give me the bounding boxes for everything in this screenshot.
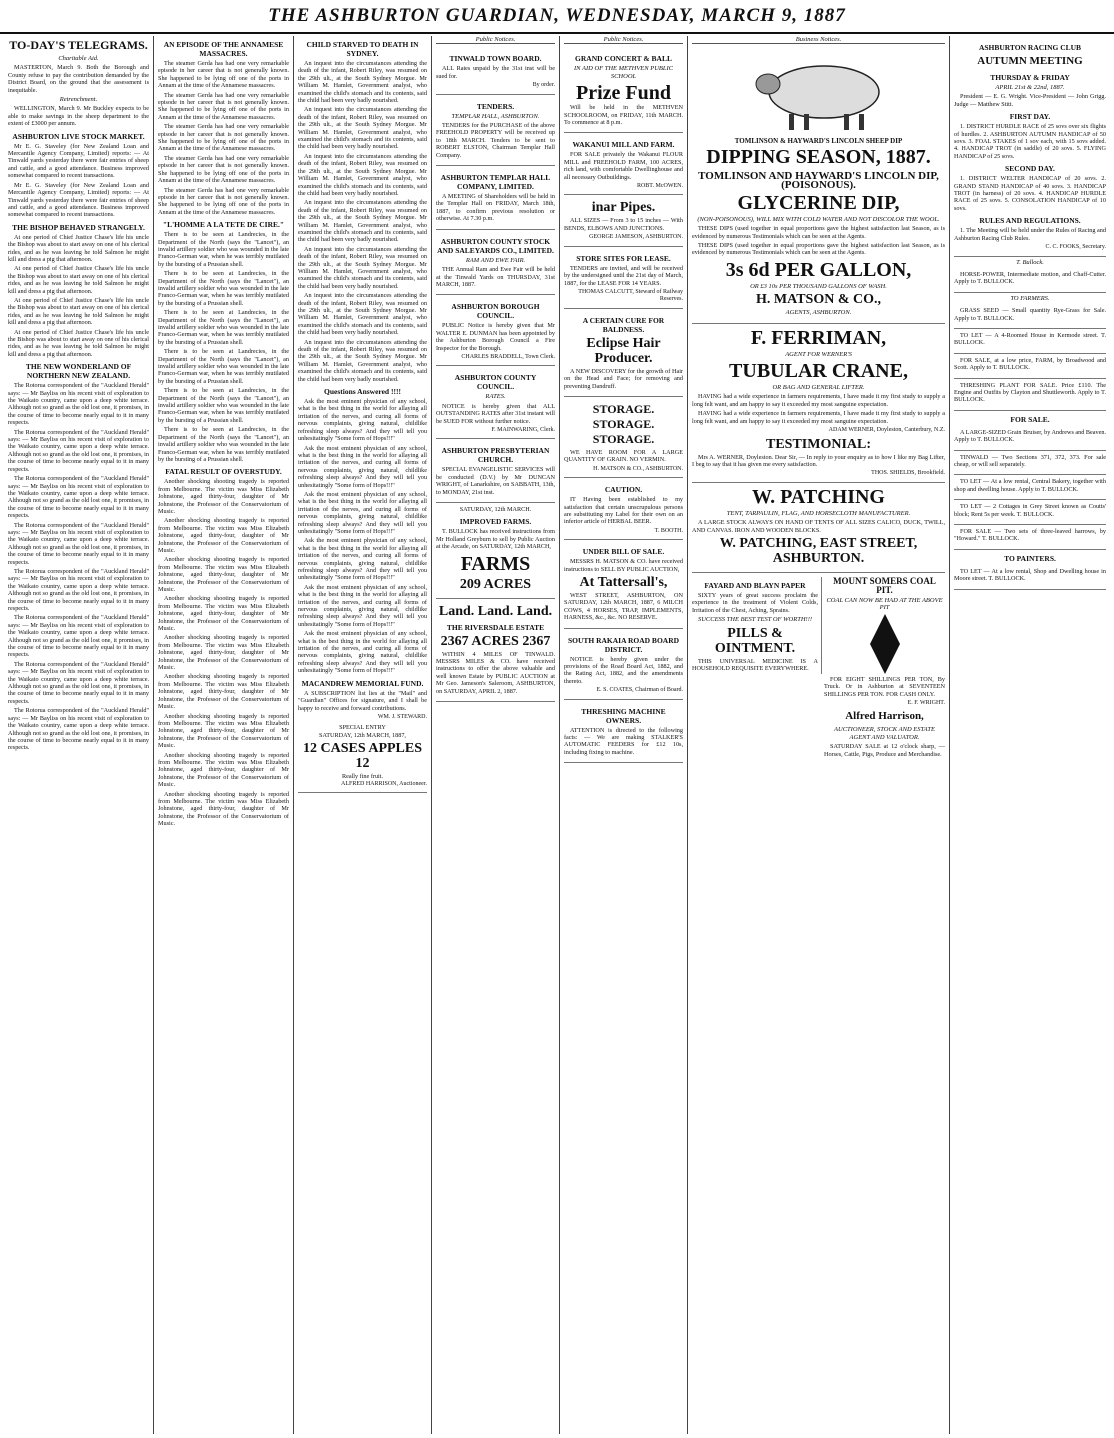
advert-text: WITHIN 4 MILES OF TINWALD. MESSRS MILES & CO. have received instructions to offer the above valuable and well known Estate by PUBLIC AUCTION at Mr Geo. Jameson's Saleroom, ASHBURTON, on SATURDAY, APRIL 2, 1887. bbox=[436, 650, 555, 695]
advert-text: ATTENTION is directed to the following facts: — We are making STALKER'S AUTOMATIC FEEDERS for £12 10s, including fixing to machine. bbox=[564, 726, 683, 756]
article-text: The steamer Gerda has had one very remarkable episode in her career that is not generally known. She happened to be lying off one of the ports in Annam at the time of the Annamese massacres. bbox=[158, 186, 289, 216]
advert-text: THESE DIPS (used together in equal proportions gave the highest satisfaction last Season, as is evidenced by numerous Testimonials which can be seen at the Agents. bbox=[692, 242, 945, 257]
day-heading: FIRST DAY. bbox=[1009, 112, 1051, 122]
article-heading: MACANDREW MEMORIAL FUND. bbox=[301, 678, 424, 688]
advert-subheading: COAL CAN NOW BE HAD AT THE ABOVE PIT bbox=[826, 596, 943, 612]
advert-display: W. PATCHING bbox=[752, 485, 885, 508]
advert-text: FOR SALE — Two sets of three-leaved harrows, by "Howard." T. BULLOCK. bbox=[954, 528, 1106, 543]
article-text: An inquest into the circumstances attending the death of the infant, Robert Riley, was resumed on the 29th ult., at the South Sydney Morgue. Mr William M. Hamlet, Government analyst, who examined the child's stomach and its contents, said the child had been very badly nourished. bbox=[298, 292, 427, 337]
advert bbox=[954, 475, 1106, 500]
meeting-date: APRIL 21st & 22nd, 1887. bbox=[995, 84, 1065, 91]
section-heading: T. Bullock. bbox=[1016, 258, 1044, 266]
advert-text: GRASS SEED — Small quantity Rye-Grass for Sale. Apply to T. BULLOCK. bbox=[954, 307, 1106, 322]
article-heading: THE NEW WONDERLAND OF NORTHERN NEW ZEALAND. bbox=[25, 362, 132, 381]
race-list: 1. DISTRICT HURDLE RACE of 25 sovs over six flights of hurdles. 2. ASHBURTON AUTUMN HANDICAP of 50 sovs. 3. FOAL STAKES of 1 sov each, with 15 sovs added. 4. HANDICAP TROT (in saddle) of 20 sovs. 5. FLYING HANDICAP of 25 sovs. bbox=[954, 123, 1106, 160]
advert-text: A MEETING of Shareholders will be held in the Templar Hall on FRIDAY, March 18th, 1887, to confirm previous resolution or otherwise. At 7.30 p.m. bbox=[436, 193, 555, 223]
meeting-days: THURSDAY & FRIDAY bbox=[990, 73, 1070, 82]
advert-heading: CAUTION. bbox=[604, 485, 643, 495]
signature: THOMAS CALCUTT, Steward of Railway Reserves. bbox=[578, 288, 683, 303]
advert-display: Prize Fund bbox=[576, 82, 671, 105]
advert-subheading: SUCCESS THE BEST TEST OF WORTH!!! bbox=[697, 616, 813, 624]
article-text: An inquest into the circumstances attending the death of the infant, Robert Riley, was resumed on the 29th ult., at the South Sydney Morgue. Mr William M. Hamlet, Government analyst, who examined the child's stomach and its contents, said the child had been very badly nourished. bbox=[298, 60, 427, 105]
advert bbox=[564, 195, 683, 246]
column-7 bbox=[950, 36, 1110, 1434]
article-heading: Questions Answered !!!! bbox=[324, 387, 401, 397]
advert bbox=[954, 525, 1106, 550]
meeting-title: AUTUMN MEETING bbox=[977, 55, 1083, 67]
advert-heading: FAYARD AND BLAYN PAPER bbox=[704, 580, 806, 590]
article-heading: THE BISHOP BEHAVED STRANGELY. bbox=[12, 222, 145, 232]
article-text: Another shocking shooting tragedy is reported from Melbourne. The victim was Miss Elizabeth Johnstone, aged thirty-four, daughter of Mr Johnstone, the Professor of the Conservatorium of Music. bbox=[158, 634, 289, 672]
article-text: WELLINGTON, March 9. Mr Buckley expects to be able to make savings in the sheep department to the extent of £3000 per annum. bbox=[8, 105, 149, 128]
advert-text: FOR SALE privately the Wakanui FLOUR MILL and FREEHOLD FARM, 100 ACRES, rich land, with comfortable Dwellinghouse and all necessary Outbuildings. bbox=[564, 151, 683, 181]
article-text: Another shocking shooting tragedy is reported from Melbourne. The victim was Miss Elizabeth Johnstone, aged thirty-four, daughter of Mr Johnstone, the Professor of the Conservatorium of Music. bbox=[158, 556, 289, 593]
advert-heading: TINWALD TOWN BOARD. bbox=[449, 54, 542, 64]
column-1 bbox=[4, 36, 154, 1434]
left-bottom-adverts bbox=[692, 577, 822, 674]
advert-text: A LARGE STOCK ALWAYS ON HAND OF TENTS OF ALL SIZES CALICO, DUCK, TWILL, AND CANVAS. IRON AND WOODEN BLOCKS. bbox=[692, 519, 945, 534]
article-text: Mr E. G. Staveley (for New Zealand Loan and Mercantile Agency Company, Limited) reports: — At Tinwald yards yesterday there were fair entries of sheep and cattle, and a good attendance. Business improved somewhat compared to recent transactions. bbox=[8, 142, 149, 180]
article-text: Ask the most eminent physician of any school, what is the best thing in the world for allaying all irritation of the nerves, and curing all forms of nervous complaints, giving natural, childlike refreshing sleep always? And they will tell you unhesitatingly "Some form of Hops!!!" bbox=[298, 398, 427, 443]
article-text: Another shocking shooting tragedy is reported from Melbourne. The victim was Miss Elizabeth Johnstone, aged thirty-four, daughter of Mr Johnstone, the Professor of the Conservatorium of Music. bbox=[158, 595, 289, 633]
article-heading: "L'HOMME A LA TETE DE CIRE." bbox=[162, 220, 285, 230]
article-text: Ask the most eminent physician of any school, what is the best thing in the world for allaying all irritation of the nerves, and curing all forms of nervous complaints, giving natural, childlike refreshing sleep always? And they will tell you unhesitatingly "Some form of Hops!!!" bbox=[298, 537, 427, 582]
article-text: At one period of Chief Justice Chase's life his uncle the Bishop was about to start away on one of his clerical rides, and as he was leaving he told Salmon he might kill and dress a pig that afternoon. bbox=[8, 296, 149, 327]
advert-text: ALL Rates unpaid by the 31st inst will be sued for. bbox=[436, 65, 555, 80]
advert-text: THIS UNIVERSAL MEDICINE IS A HOUSEHOLD REQUISITE EVERYWHERE. bbox=[692, 657, 818, 672]
advert-display: GLYCERINE DIP, bbox=[737, 191, 900, 214]
sheep-illustration bbox=[744, 54, 894, 134]
advert-text: WEST STREET, ASHBURTON, ON SATURDAY, 12th MARCH, 1887, 6 MILCH COWS, 4 HORSES, TRAP, IMPLEMENTS, HARNESS, &c., &c. NO RESERVE. bbox=[564, 592, 683, 622]
advert bbox=[954, 565, 1106, 590]
signature: CHARLES BRADDELL, Town Clerk. bbox=[461, 353, 555, 360]
advert-heading: STORE SITES FOR LEASE. bbox=[576, 253, 671, 263]
advert-heading: TENDERS. bbox=[476, 101, 515, 111]
advert bbox=[564, 540, 683, 628]
advert-agent: W. PATCHING, EAST STREET, ASHBURTON. bbox=[719, 535, 918, 566]
advert-text: TO LET — A 4-Roomed House in Kermode street. T. BULLOCK. bbox=[954, 331, 1106, 347]
advert bbox=[954, 451, 1106, 476]
advert-text: THE Annual Ram and Ewe Fair will be held at the Tinwald Yards on THURSDAY, 31st MARCH, 1887. bbox=[436, 266, 555, 288]
advert bbox=[436, 47, 555, 94]
article-text: The Rotorua correspondent of the "Auckland Herald" says: — Mr Bayliss on his recent visit of exploration to the Waikato country, came upon a deep white terrace. Although not so grand as the old lost one, it promises, in the course of time to become nearly equal to it in many respects. bbox=[8, 567, 149, 612]
article-text: At one period of Chief Justice Chase's life his uncle the Bishop was about to start away on one of his clerical rides, and as he was leaving he told Salmon he might kill and dress a pig that afternoon. bbox=[8, 328, 149, 358]
advert-heading: UNDER BILL OF SALE. bbox=[582, 547, 665, 557]
officers: President — E. G. Wright. Vice-President — John Grigg. Judge — Matthew Stitt. bbox=[954, 93, 1106, 108]
article-text: An inquest into the circumstances attending the death of the infant, Robert Riley, was resumed on the 29th ult., at the South Sydney Morgue. Mr William M. Hamlet, Government analyst, who examined the child's stomach and its contents, said the child had been very badly nourished. bbox=[298, 245, 427, 290]
advert bbox=[564, 478, 683, 540]
signature: C. C. FOOKS, Secretary. bbox=[1045, 244, 1106, 251]
article-text: The steamer Gerda has had one very remarkable episode in her career that is not generally known. She happened to be lying off one of the ports in Annam at the time of the Annamese massacres. bbox=[158, 91, 289, 121]
advert-subheading: RATES. bbox=[485, 393, 506, 401]
article-text: Another shocking shooting tragedy is reported from Melbourne. The victim was Miss Elizabeth Johnstone, aged thirty-four, daughter of Mr Johnstone, the Professor of the Conservatorium of Music. bbox=[158, 751, 289, 789]
advert-text: A NEW DISCOVERY for the growth of Hair on the Head and Face; for removing and preventing Dandruff. bbox=[564, 367, 683, 390]
advert-heading: ASHBURTON BOROUGH COUNCIL. bbox=[451, 302, 540, 321]
advert-display: At Tattersall's, bbox=[579, 575, 668, 590]
advert-text: TENDERS for the PURCHASE of the above FREEHOLD PROPERTY will be received up to 18th MARCH. Tenders to be sent to ROBERT ELSTON, Chairman Templar Hall Company. bbox=[436, 122, 555, 159]
column-header: Business Notices. bbox=[692, 36, 945, 44]
column-5 bbox=[560, 36, 688, 1434]
advert-text: THRESHING PLANT FOR SALE. Price £110. The Engine and Outfits by Clayton and Shuttleworth. Apply to T. BULLOCK. bbox=[954, 381, 1106, 404]
advert-text: TO LET — At a low rental, Shop and Dwelling house in Moore street. T. BULLOCK. bbox=[954, 567, 1106, 583]
advert-text: NOTICE is hereby given under the provisions of the Road Board Act, 1882, and the Rating Act, 1882, and the amendments thereto. bbox=[564, 655, 683, 685]
article-text: There is to be seen at Landrecies, in the Department of the North (says the "Lancet"), an invalid artillery soldier who was wounded in the late Franco-German war, when he was terribly mutilated by the bursting of a Prussian shell. bbox=[158, 426, 289, 463]
racing-club-advert bbox=[954, 36, 1106, 257]
article-text: Another shocking shooting tragedy is reported from Melbourne. The victim was Miss Elizabeth Johnstone, aged thirty-four, daughter of Mr Johnstone, the Professor of the Conservatorium of Music. bbox=[158, 790, 289, 828]
advert bbox=[954, 426, 1106, 451]
advert-text: PUBLIC Notice is hereby given that Mr WALTER E. DUNMAN has been appointed by the Ashburton Borough Council a Fire Inspector for the Borough. bbox=[436, 322, 555, 352]
crane-advert bbox=[692, 324, 945, 483]
patching-advert bbox=[692, 483, 945, 573]
advert-text: A LARGE-SIZED Grain Bruiser, by Andrews and Beaven. Apply to T. BULLOCK. bbox=[954, 428, 1106, 444]
column-6 bbox=[688, 36, 950, 1434]
signature: F. MAINWARING, Clerk. bbox=[491, 426, 555, 433]
advert-acres: 209 ACRES bbox=[459, 576, 532, 592]
bottom-adverts bbox=[692, 577, 945, 758]
article-text: There is to be seen at Landrecies, in the Department of the North (says the "Lancet"), an invalid artillery soldier who was wounded in the late Franco-German war, when he was terribly mutilated by the bursting of a Prussian shell. bbox=[158, 348, 289, 385]
advert-subheading: IN AID OF THE METHVEN PUBLIC SCHOOL bbox=[573, 65, 673, 80]
advert-text: T. BULLOCK has received instructions from Mr Holland Greyburn to sell by Public Auction at the Arcade, on SATURDAY, 12th MARCH, bbox=[436, 528, 555, 551]
advert-display: STORAGE. STORAGE. STORAGE. bbox=[592, 401, 655, 446]
signature: T. BOOTH. bbox=[654, 527, 683, 534]
signature: ROBT. McOWEN. bbox=[636, 183, 683, 190]
advert-text: MESSRS H. MATSON & CO. have received instructions to SELL BY PUBLIC AUCTION, bbox=[564, 558, 683, 573]
advert bbox=[954, 354, 1106, 379]
advert-display: Land. Land. Land. bbox=[438, 603, 553, 619]
advert-heading: ASHBURTON COUNTY COUNCIL. bbox=[454, 373, 537, 392]
article-text: There is to be seen at Landrecies, in the Department of the North (says the "Lancet"), an invalid artillery soldier who was wounded in the late Franco-German war, when he was terribly mutilated by the bursting of a Prussian shell. bbox=[158, 270, 289, 307]
advert-subheading: (NON-POISONOUS), WILL MIX WITH COLD WATER AND NOT DISCOLOR THE WOOL. bbox=[697, 215, 940, 223]
article-text: At one period of Chief Justice Chase's life his uncle the Bishop was about to start away on one of his clerical rides, and as he was leaving he told Salmon he might kill and dress a pig that afternoon. bbox=[8, 233, 149, 263]
advert-text: ALL SIZES — From 3 to 15 inches — With BENDS, ELBOWS AND JUNCTIONS. bbox=[564, 217, 683, 232]
article-text: At one period of Chief Justice Chase's life his uncle the Bishop was about to start away on one of his clerical rides, and as he was leaving he told Salmon he might kill and dress a pig that afternoon. bbox=[8, 265, 149, 295]
advert-text: NOTICE is hereby given that ALL OUTSTANDING RATES after 31st instant will be SUED FOR without further notice. bbox=[436, 402, 555, 425]
advert bbox=[564, 309, 683, 397]
article-text: Another shocking shooting tragedy is reported from Melbourne. The victim was Miss Elizabeth Johnstone, aged thirty-four, daughter of Mr Johnstone, the Professor of the Conservatorium of Music. bbox=[158, 478, 289, 515]
article-heading: CHILD STARVED TO DEATH IN SYDNEY. bbox=[306, 40, 419, 58]
logo-text: TOMLINSON & HAYWARD'S LINCOLN SHEEP DIP bbox=[734, 137, 903, 146]
sale-item: 12 CASES APPLES 12 bbox=[302, 741, 423, 772]
advert-text: HAVING had a wide experience in farmers requirements, I have made it my first study to supply a long felt want, and am happy to say it exceeded my most sanguine expectation. bbox=[692, 410, 945, 425]
telegrams-title: TO-DAY'S TELEGRAMS. bbox=[9, 38, 148, 52]
article-text: Ask the most eminent physician of any school, what is the best thing in the world for allaying all irritation of the nerves, and curing all forms of nervous complaints, giving natural, childlike refreshing sleep always? And they will tell you unhesitatingly "Some form of Hops!!!" bbox=[298, 444, 427, 489]
article-text: The Rotorua correspondent of the "Auckland Herald" says: — Mr Bayliss on his recent visit of exploration to the Waikato country, came upon a deep white terrace. Although not so grand as the old lost one, it promises, in the course of time to become nearly equal to it in many respects. bbox=[8, 707, 149, 752]
article-text: The Rotorua correspondent of the "Auckland Herald" says: — Mr Bayliss on his recent visit of exploration to the Waikato country, came upon a deep white terrace. Although not so grand as the old lost one, it promises, in the course of time to become nearly equal to it in many respects. bbox=[8, 428, 149, 473]
advert-text: WE HAVE ROOM FOR A LARGE QUANTITY OF GRAIN. NO VERMIN. bbox=[564, 448, 683, 464]
advert bbox=[954, 379, 1106, 411]
rules-text: 1. The Meeting will be held under the Rules of Racing and Ashburton Racing Club Rules. bbox=[954, 227, 1106, 242]
article-text: An inquest into the circumstances attending the death of the infant, Robert Riley, was resumed on the 29th ult., at the South Sydney Morgue. Mr William M. Hamlet, Government analyst, who examined the child's stomach and its contents, said the child had been very badly nourished. bbox=[298, 199, 427, 244]
sale-heading: SPECIAL ENTRY bbox=[339, 724, 386, 732]
advert bbox=[436, 295, 555, 366]
article-text: The Rotorua correspondent of the "Auckland Herald" says: — Mr Bayliss on his recent visit of exploration to the Waikato country, came upon a deep white terrace. Although not so grand as the old lost one, it promises, in the course of time to become nearly equal to it in many respects. bbox=[8, 660, 149, 705]
advert bbox=[564, 629, 683, 700]
signature: E. S. COATES, Chairman of Board. bbox=[596, 687, 683, 694]
article-heading: Charitable Aid. bbox=[58, 55, 99, 62]
section-heading: TO FARMERS. bbox=[1010, 294, 1050, 302]
advert-subheading: TENT, TARPAULIN, FLAG, AND HORSECLOTH MANUFACTURER. bbox=[726, 509, 911, 517]
article-text: An inquest into the circumstances attending the death of the infant, Robert Riley, was resumed on the 29th ult., at the South Sydney Morgue. Mr William M. Hamlet, Government analyst, who examined the child's stomach and its contents, said the child had been very badly nourished. bbox=[298, 338, 427, 383]
article-heading: FATAL RESULT OF OVERSTUDY. bbox=[165, 467, 282, 477]
advert-display: Alfred Harrison, bbox=[845, 710, 924, 723]
advert-subheading: OR £3 10s PER THOUSAND GALLONS OF WASH. bbox=[750, 282, 887, 290]
advert-subheading: RAM AND EWE FAIR. bbox=[465, 256, 526, 264]
advert-display: Eclipse Hair Producer. bbox=[586, 335, 661, 366]
signature: ALFRED HARRISON, Auctioneer. bbox=[341, 780, 427, 787]
advert-subheading: AGENT FOR WERNER'S bbox=[785, 350, 852, 358]
advert-text: IT Having been established to my satisfaction that certain unscrupulous persons are substituting my Label for their own on an inferior article of HERBAL BEER. bbox=[564, 496, 683, 526]
advert-text: FOR EIGHT SHILLINGS PER TON, By Truck. Or in Ashburton at SEVENTEEN SHILLINGS PER TON. FOR CASH ONLY. bbox=[824, 675, 945, 698]
article-text: A SUBSCRIPTION list lies at the "Mail" and "Guardian" Offices for signature, and I shall be happy to receive and forward contributions. bbox=[298, 689, 427, 712]
advert-text: TO LET — At a low rental, Central Bakery, together with shop and dwelling house. Apply to T. BULLOCK. bbox=[954, 478, 1106, 493]
advert-text: FOR SALE, at a low price, FARM, by Broadwood and Scott. Apply to T. BULLOCK. bbox=[954, 356, 1106, 372]
article-text: The steamer Gerda has had one very remarkable episode in her career that is not generally known. She happened to be lying off one of the ports in Annam at the time of the Annamese massacres. bbox=[158, 123, 289, 153]
advert-text: THESE DIPS (used together in equal proportions gave the highest satisfaction last Season, as is evidenced by numerous Testimonials which can be seen at the Agents. bbox=[692, 225, 945, 240]
advert bbox=[564, 700, 683, 764]
advert-heading: WAKANUI MILL AND FARM. bbox=[572, 140, 675, 150]
advert-text: SIXTY years of great success proclaim the experience in the treatment of Violent Colds, Irritation of the Chest, Aching, Sprains. bbox=[692, 591, 818, 614]
advert bbox=[564, 247, 683, 309]
column-4 bbox=[432, 36, 560, 1434]
advert-date: SATURDAY, 12th MARCH. bbox=[459, 506, 532, 513]
columns bbox=[4, 36, 1110, 1434]
advert bbox=[436, 95, 555, 166]
advert bbox=[564, 133, 683, 195]
article-text: The steamer Gerda has had one very remarkable episode in her career that is not generally known. She happened to be lying off one of the ports in Annam at the time of the Annamese massacres. bbox=[158, 60, 289, 90]
advert bbox=[436, 366, 555, 439]
advert-heading: ASHBURTON COUNTY STOCK AND SALEYARDS CO., LIMITED. bbox=[437, 236, 554, 255]
advert bbox=[954, 500, 1106, 525]
special-entry-advert bbox=[298, 721, 427, 793]
advert bbox=[954, 304, 1106, 329]
article-text: The Rotorua correspondent of the "Auckland Herald" says: — Mr Bayliss on his recent visit of exploration to the Waikato country, came upon a deep white terrace. Although not so grand as the old lost one, it promises, in the course of time to become nearly equal to it in many respects. bbox=[8, 521, 149, 566]
advert-text: HORSE-POWER, Intermediate motion, and Chaff-Cutter. Apply to T. BULLOCK. bbox=[954, 270, 1106, 286]
section-heading: FOR SALE. bbox=[1010, 414, 1050, 424]
article-text: The steamer Gerda has had one very remarkable episode in her career that is not generally known. She happened to be lying off one of the ports in Annam at the time of the Annamese massacres. bbox=[158, 154, 289, 185]
advert bbox=[436, 230, 555, 296]
advert-subheading: AGENTS, ASHBURTON. bbox=[785, 309, 852, 317]
article-text: Mr E. G. Staveley (for New Zealand Loan and Mercantile Agency Company, Limited) reports: — At Tinwald yards yesterday there were fair entries of sheep and cattle, and a good attendance. Business improved somewhat compared to recent transactions. bbox=[8, 181, 149, 219]
advert-heading: THRESHING MACHINE OWNERS. bbox=[581, 706, 666, 725]
sale-date: SATURDAY, 12th MARCH, 1887, bbox=[319, 731, 406, 739]
advert-text: Will be held in the METHVEN SCHOOLROOM, on FRIDAY, 11th MARCH. To commence at 8 p.m. bbox=[564, 104, 683, 127]
club-name: ASHBURTON RACING CLUB bbox=[978, 43, 1082, 52]
advert-subheading: TEMPLAR HALL, ASHBURTON. bbox=[451, 112, 540, 120]
article-text: Ask the most eminent physician of any school, what is the best thing in the world for allaying all irritation of the nerves, and curing all forms of nervous complaints, giving natural, childlike refreshing sleep always? And they will tell you unhesitatingly "Some form of Hops!!!" bbox=[298, 630, 427, 675]
advert-heading: IMPROVED FARMS. bbox=[459, 517, 532, 527]
article-text: Ask the most eminent physician of any school, what is the best thing in the world for allaying all irritation of the nerves, and curing all forms of nervous complaints, giving natural, childlike refreshing sleep always? And they will tell you unhesitatingly "Some form of Hops!!!" bbox=[298, 490, 427, 535]
column-3 bbox=[294, 36, 432, 1434]
advert-heading: A CERTAIN CURE FOR BALDNESS. bbox=[582, 315, 665, 334]
sheep-dip-advert bbox=[692, 47, 945, 323]
signature: ADAM WERNER, Doyleston, Canterbury, N.Z. bbox=[828, 427, 945, 434]
advert-text: SPECIAL EVANGELISTIC SERVICES will be conducted (D.V.) by Mr DUNCAN WRIGHT, of Lanarkshire, on SABBATH, 13th, to MONDAY, 21st inst. bbox=[436, 466, 555, 496]
article-text: The Rotorua correspondent of the "Auckland Herald" says: — Mr Bayliss on his recent visit of exploration to the Waikato country, came upon a deep white terrace. Although not so grand as the old lost one, it promises, in the course of time to become nearly equal to it in many respects. bbox=[8, 614, 149, 659]
advert-display: FARMS bbox=[460, 552, 531, 575]
advert-subheading: AUCTIONEER, STOCK AND ESTATE AGENT AND VALUATOR. bbox=[834, 726, 935, 741]
advert-subheading: THE RIVERSDALE ESTATE bbox=[446, 622, 545, 632]
advert-acres: 2367 ACRES 2367 bbox=[440, 633, 551, 649]
advert bbox=[436, 166, 555, 230]
article-text: MASTERTON, March 9. Both the Borough and County refuse to pay the contribution demanded by the District Board, on the ground that the assessment is inequitable. bbox=[8, 64, 149, 94]
article-text: There is to be seen at Landrecies, in the Department of the North (says the "Lancet"), an invalid artillery soldier who was wounded in the late Franco-German war, when he was terribly mutilated by the bursting of a Prussian shell. bbox=[158, 387, 289, 424]
advert-text: TINWALD — Two Sections 371, 372, 373. For sale cheap, or will sell separately. bbox=[954, 453, 1106, 468]
article-text: Another shocking shooting tragedy is reported from Melbourne. The victim was Miss Elizabeth Johnstone, aged thirty-four, daughter of Mr Johnstone, the Professor of the Conservatorium of Music. bbox=[158, 712, 289, 750]
signature: WM. J. STEWARD. bbox=[377, 713, 427, 720]
signature: By order. bbox=[532, 82, 555, 89]
advert-text: TO LET — 2 Cottages in Grey Street known as Coutts' block; Rent 5s per week. T. BULLOCK. bbox=[954, 503, 1106, 518]
signature: GEORGE JAMESON, ASHBURTON. bbox=[589, 234, 683, 241]
advert-display: DIPPING SEASON, 1887. bbox=[706, 145, 931, 168]
advert bbox=[436, 503, 555, 599]
advert-subheading: TOMLINSON AND HAYWARD'S LINCOLN DIP, (POISONOUS). bbox=[698, 169, 939, 191]
article-text: There is to be seen at Landrecies, in the Department of the North (says the "Lancet"), an invalid artillery soldier who was wounded in the late Franco-German war, when he was terribly mutilated by the bursting of a Prussian shell. bbox=[158, 309, 289, 346]
advert bbox=[564, 397, 683, 478]
advert-text: SATURDAY SALE at 12 o'clock sharp, — Horses, Cattle, Pigs, Produce and Merchandise. bbox=[824, 743, 945, 758]
article-text: An inquest into the circumstances attending the death of the infant, Robert Riley, was resumed on the 29th ult., at the South Sydney Morgue. Mr William M. Hamlet, Government analyst, who examined the child's stomach and its contents, said the child had been very badly nourished. bbox=[298, 152, 427, 197]
advert-display: inar Pipes. bbox=[591, 200, 656, 216]
right-bottom-adverts bbox=[824, 577, 945, 758]
advert-heading: MOUNT SOMERS COAL PIT. bbox=[833, 575, 936, 595]
advert-heading: TESTIMONIAL: bbox=[765, 436, 872, 452]
column-header: Public Notices. bbox=[436, 36, 555, 44]
article-text: An inquest into the circumstances attending the death of the infant, Robert Riley, was resumed on the 29th ult., at the South Sydney Morgue. Mr William M. Hamlet, Government analyst, who examined the child's stomach and its contents, said the child had been very badly nourished. bbox=[298, 106, 427, 151]
advert-price: 3s 6d PER GALLON, bbox=[725, 258, 912, 281]
signature: E. F. WRIGHT. bbox=[907, 699, 945, 706]
section-heading: TO PAINTERS. bbox=[1004, 553, 1056, 563]
article-heading: AN EPISODE OF THE ANNAMESE MASSACRES. bbox=[163, 40, 284, 58]
masthead bbox=[0, 0, 1114, 34]
advert-display: F. FERRIMAN, bbox=[750, 326, 887, 349]
advert-heading: SOUTH RAKAIA ROAD BOARD DISTRICT. bbox=[567, 635, 680, 654]
diamond-icon bbox=[870, 614, 900, 674]
article-text: Another shocking shooting tragedy is reported from Melbourne. The victim was Miss Elizabeth Johnstone, aged thirty-four, daughter of Mr Johnstone, the Professor of the Conservatorium of Music. bbox=[158, 517, 289, 554]
advert bbox=[954, 268, 1106, 293]
newspaper-title: THE ASHBURTON GUARDIAN, WEDNESDAY, MARCH 9, 1887 bbox=[268, 5, 846, 26]
article-heading: Retrenchment. bbox=[59, 96, 98, 104]
advert-display: TUBULAR CRANE, bbox=[729, 360, 908, 383]
race-list: 1. DISTRICT WELTER HANDICAP of 20 sovs. 2. GRAND STAND HANDICAP of 40 sovs. 3. HANDICAP TROT (in harness) of 20 sovs. 4. HANDICAP HURDLE RACE of 25 sovs. 5. CONSOLATION HANDICAP of 10 sovs. bbox=[954, 175, 1106, 212]
advert bbox=[436, 439, 555, 503]
advert-text: HAVING had a wide experience in farmers requirements, I have made it my first study to supply a long felt want, and am happy to say it exceeded my most sanguine expectation. bbox=[692, 393, 945, 408]
sale-note: Really fine fruit. bbox=[341, 773, 384, 781]
column-header: Public Notices. bbox=[564, 36, 683, 44]
advert-text: TENDERS are invited, and will be received by the undersigned until the 21st day of March, 1887, for the LEASE FOR 14 YEARS. bbox=[564, 264, 683, 287]
article-heading: ASHBURTON LIVE STOCK MARKET. bbox=[12, 131, 145, 141]
signature: H. MATSON & CO., ASHBURTON. bbox=[593, 465, 683, 472]
article-text: Another shocking shooting tragedy is reported from Melbourne. The victim was Miss Elizabeth Johnstone, aged thirty-four, daughter of Mr Johnstone, the Professor of the Conservatorium of Music. bbox=[158, 673, 289, 711]
rules-heading: RULES AND REGULATIONS. bbox=[979, 216, 1081, 226]
day-heading: SECOND DAY. bbox=[1005, 164, 1055, 174]
advert-heading: ASHBURTON PRESBYTERIAN CHURCH. bbox=[441, 446, 550, 465]
advert-text: Mrs A. WERNER, Doyleston. Dear Sir, — In reply to your enquiry as to how I like my Bag Lifter, I beg to say that it has given me every satisfaction. bbox=[692, 453, 945, 468]
advert bbox=[436, 599, 555, 702]
article-text: Ask the most eminent physician of any school, what is the best thing in the world for allaying all irritation of the nerves, and curing all forms of nervous complaints, giving natural, childlike refreshing sleep always? And they will tell you unhesitatingly "Some form of Hops!!!" bbox=[298, 583, 427, 628]
advert bbox=[954, 329, 1106, 354]
advert-display: PILLS & OINTMENT. bbox=[714, 625, 796, 656]
advert-subheading: OR BAG AND GENERAL LIFTER. bbox=[772, 384, 865, 392]
advert-heading: ASHBURTON TEMPLAR HALL COMPANY, LIMITED. bbox=[440, 173, 551, 192]
article-text: There is to be seen at Landrecies, in the Department of the North (says the "Lancet"), an invalid artillery soldier who was wounded in the late Franco-German war, when he was terribly mutilated by the bursting of a Prussian shell. bbox=[158, 231, 289, 268]
advert-heading: GRAND CONCERT & BALL bbox=[575, 54, 672, 64]
signature: THOS. SHIELDS, Brookfield. bbox=[871, 470, 945, 477]
article-text: The Rotorua correspondent of the "Auckland Herald" says: — Mr Bayliss on his recent visit of exploration to the Waikato country, came upon a deep white terrace. Although not so grand as the old lost one, it promises, in the course of time to become nearly equal to it in many respects. bbox=[8, 382, 149, 427]
advert-agent: H. MATSON & CO., bbox=[756, 292, 881, 308]
column-2 bbox=[154, 36, 294, 1434]
article-text: The Rotorua correspondent of the "Auckland Herald" says: — Mr Bayliss on his recent visit of exploration to the Waikato country, came upon a deep white terrace. Although not so grand as the old lost one, it promises, in the course of time to become nearly equal to it in many respects. bbox=[8, 475, 149, 520]
advert bbox=[564, 47, 683, 133]
